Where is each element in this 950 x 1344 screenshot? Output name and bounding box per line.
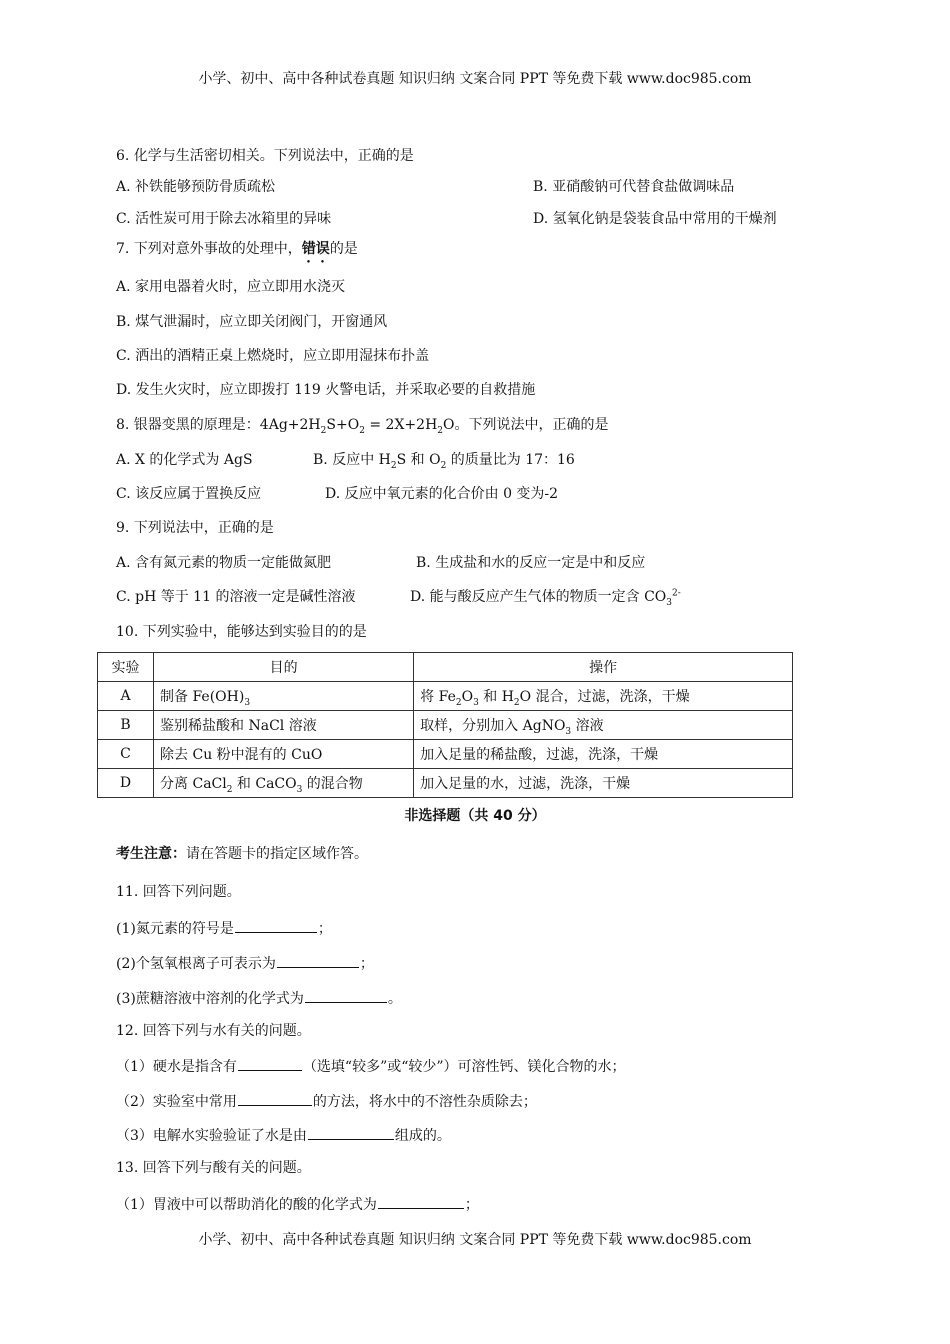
q9-option-d bbox=[410, 587, 681, 607]
q13-p1-text: （1）胃液中可以帮助消化的酸的化学式为 bbox=[116, 1197, 377, 1213]
subscript: 2 bbox=[440, 460, 447, 471]
table-cell-operation: 加入足量的水，过滤，洗涤，干燥 bbox=[414, 769, 793, 798]
q11-p2-text: (2)个氢氧根离子可表示为 bbox=[116, 956, 276, 972]
table-row bbox=[98, 711, 793, 740]
punct: ； bbox=[464, 1197, 479, 1213]
table-cell-operation bbox=[414, 711, 793, 740]
subscript: 3 bbox=[565, 726, 572, 737]
q8-eq-part: 8. 银器变黑的原理是：4Ag+2H bbox=[116, 417, 321, 433]
q13-stem: 13. 回答下列与酸有关的问题。 bbox=[116, 1160, 311, 1176]
q11-p3-text: (3)蔗糖溶液中溶剂的化学式为 bbox=[116, 991, 304, 1007]
table-row bbox=[98, 769, 793, 798]
q6-option-b: B. 亚硝酸钠可代替食盐做调味品 bbox=[533, 179, 735, 195]
q8-option-c: C. 该反应属于置换反应 bbox=[116, 486, 262, 502]
q8-stem bbox=[116, 415, 609, 435]
table-cell-id: D bbox=[98, 769, 154, 798]
table-cell-purpose bbox=[154, 682, 414, 711]
q12-p2-text: （2）实验室中常用 bbox=[116, 1094, 237, 1110]
punct: ； bbox=[359, 956, 374, 972]
cell-text: O 混合，过滤，洗涤，干燥 bbox=[519, 689, 690, 705]
q8-b-part: 的质量比为 17：16 bbox=[446, 452, 575, 468]
note-label: 考生注意： bbox=[116, 846, 186, 862]
q11-p1-text: (1)氮元素的符号是 bbox=[116, 921, 234, 937]
cell-text: 将 Fe bbox=[420, 689, 456, 705]
q6-option-a: A. 补铁能够预防骨质疏松 bbox=[116, 179, 276, 195]
answer-blank[interactable] bbox=[238, 1056, 302, 1071]
q9-stem: 9. 下列说法中，正确的是 bbox=[116, 520, 274, 536]
table-cell-id: C bbox=[98, 740, 154, 769]
answer-blank[interactable] bbox=[235, 918, 317, 933]
q6-option-c: C. 活性炭可用于除去冰箱里的异味 bbox=[116, 211, 332, 227]
q11-part-2 bbox=[116, 953, 374, 974]
table-cell-purpose: 除去 Cu 粉中混有的 CuO bbox=[154, 740, 414, 769]
table-row bbox=[98, 682, 793, 711]
answer-blank[interactable] bbox=[277, 953, 359, 968]
q10-stem: 10. 下列实验中，能够达到实验目的的是 bbox=[116, 624, 367, 640]
table-cell-id: A bbox=[98, 682, 154, 711]
q12-p3-tail: 组成的。 bbox=[394, 1128, 451, 1144]
subscript: 3 bbox=[473, 697, 479, 708]
candidate-note bbox=[116, 844, 368, 864]
experiment-table bbox=[97, 652, 793, 798]
q12-part-2 bbox=[116, 1091, 537, 1112]
page-footer: 小学、初中、高中各种试卷真题 知识归纳 文案合同 PPT 等免费下载 www.doc985.com bbox=[198, 1232, 752, 1248]
subscript: 2 bbox=[226, 784, 233, 795]
q7-stem bbox=[116, 239, 358, 266]
q12-stem: 12. 回答下列与水有关的问题。 bbox=[116, 1023, 311, 1039]
q8-eq-part: = 2X+2H bbox=[364, 417, 438, 433]
table-header-row bbox=[98, 653, 793, 682]
subscript: 3 bbox=[296, 784, 303, 795]
subscript: 2 bbox=[320, 425, 327, 436]
q7-emphasis: 错误 bbox=[301, 241, 330, 257]
superscript: 2- bbox=[672, 588, 681, 599]
subscript: 2 bbox=[455, 697, 462, 708]
punct: 。 bbox=[387, 991, 402, 1007]
q7-option-d: D. 发生火灾时，应立即拨打 119 火警电话，并采取必要的自救措施 bbox=[116, 382, 536, 398]
subscript: 3 bbox=[666, 597, 672, 608]
q9-option-c: C. pH 等于 11 的溶液一定是碱性溶液 bbox=[116, 589, 356, 605]
cell-text: 制备 Fe(OH) bbox=[160, 689, 245, 705]
q12-part-3 bbox=[116, 1125, 451, 1146]
answer-blank[interactable] bbox=[238, 1091, 312, 1106]
q9-option-b: B. 生成盐和水的反应一定是中和反应 bbox=[416, 555, 646, 571]
q7-option-c: C. 洒出的酒精正桌上燃烧时，应立即用湿抹布扑盖 bbox=[116, 348, 430, 364]
table-cell-operation bbox=[414, 682, 793, 711]
table-header: 操作 bbox=[414, 653, 793, 682]
subscript: 2 bbox=[359, 425, 365, 436]
q12-part-1 bbox=[116, 1056, 626, 1077]
cell-text: 溶液 bbox=[571, 718, 604, 734]
table-cell-purpose: 鉴别稀盐酸和 NaCl 溶液 bbox=[154, 711, 414, 740]
q6-option-d: D. 氢氧化钠是袋装食品中常用的干燥剂 bbox=[533, 211, 777, 227]
q6-stem: 6. 化学与生活密切相关。下列说法中，正确的是 bbox=[116, 148, 414, 164]
q8-option-b bbox=[313, 450, 575, 470]
q8-option-a: A. X 的化学式为 AgS bbox=[116, 452, 253, 468]
q11-part-3 bbox=[116, 988, 402, 1009]
answer-blank[interactable] bbox=[305, 988, 387, 1003]
q13-part-1 bbox=[116, 1194, 479, 1215]
page-header: 小学、初中、高中各种试卷真题 知识归纳 文案合同 PPT 等免费下载 www.doc985.com bbox=[198, 71, 752, 87]
q7-option-a: A. 家用电器着火时，应立即用水浇灭 bbox=[116, 279, 346, 295]
table-row bbox=[98, 740, 793, 769]
table-cell-purpose bbox=[154, 769, 414, 798]
q12-p1-tail: （选填“较多”或“较少”）可溶性钙、镁化合物的水； bbox=[302, 1059, 626, 1075]
q12-p3-text: （3）电解水实验验证了水是由 bbox=[116, 1128, 307, 1144]
q8-eq-part: O。下列说法中，正确的是 bbox=[443, 417, 609, 433]
q8-b-part: B. 反应中 H bbox=[313, 452, 391, 468]
q9-d-text: D. 能与酸反应产生气体的物质一定含 CO bbox=[410, 589, 667, 605]
answer-blank[interactable] bbox=[308, 1125, 394, 1140]
cell-text: O bbox=[461, 689, 474, 705]
cell-text: 分离 CaCl bbox=[160, 776, 227, 792]
table-header: 目的 bbox=[154, 653, 414, 682]
table-cell-operation: 加入足量的稀盐酸，过滤，洗涤，干燥 bbox=[414, 740, 793, 769]
q11-part-1 bbox=[116, 918, 332, 939]
q9-option-a: A. 含有氮元素的物质一定能做氮肥 bbox=[116, 555, 332, 571]
subscript: 3 bbox=[244, 697, 251, 708]
subscript: 2 bbox=[390, 460, 397, 471]
note-text: 请在答题卡的指定区域作答。 bbox=[186, 846, 368, 862]
q8-option-d: D. 反应中氧元素的化合价由 0 变为-2 bbox=[325, 486, 559, 502]
q7-option-b: B. 煤气泄漏时，应立即关闭阀门，开窗通风 bbox=[116, 314, 388, 330]
q12-p1-text: （1）硬水是指含有 bbox=[116, 1059, 237, 1075]
cell-text: 取样，分别加入 AgNO bbox=[420, 718, 566, 734]
table-cell-id: B bbox=[98, 711, 154, 740]
section-title: 非选择题（共 40 分） bbox=[404, 808, 546, 824]
q8-eq-part: S+O bbox=[326, 417, 360, 433]
cell-text: 的混合物 bbox=[302, 776, 363, 792]
q11-stem: 11. 回答下列问题。 bbox=[116, 884, 241, 900]
table-header: 实验 bbox=[98, 653, 154, 682]
cell-text: 和 CaCO bbox=[232, 776, 297, 792]
q8-b-part: S 和 O bbox=[396, 452, 441, 468]
subscript: 2 bbox=[437, 425, 444, 436]
answer-blank[interactable] bbox=[378, 1194, 464, 1209]
q7-stem-end: 的是 bbox=[329, 241, 358, 257]
cell-text: 和 H bbox=[478, 689, 514, 705]
q7-stem-text: 7. 下列对意外事故的处理中， bbox=[116, 241, 302, 257]
punct: ； bbox=[317, 921, 332, 937]
subscript: 2 bbox=[513, 697, 520, 708]
q12-p2-tail: 的方法，将水中的不溶性杂质除去； bbox=[312, 1094, 537, 1110]
